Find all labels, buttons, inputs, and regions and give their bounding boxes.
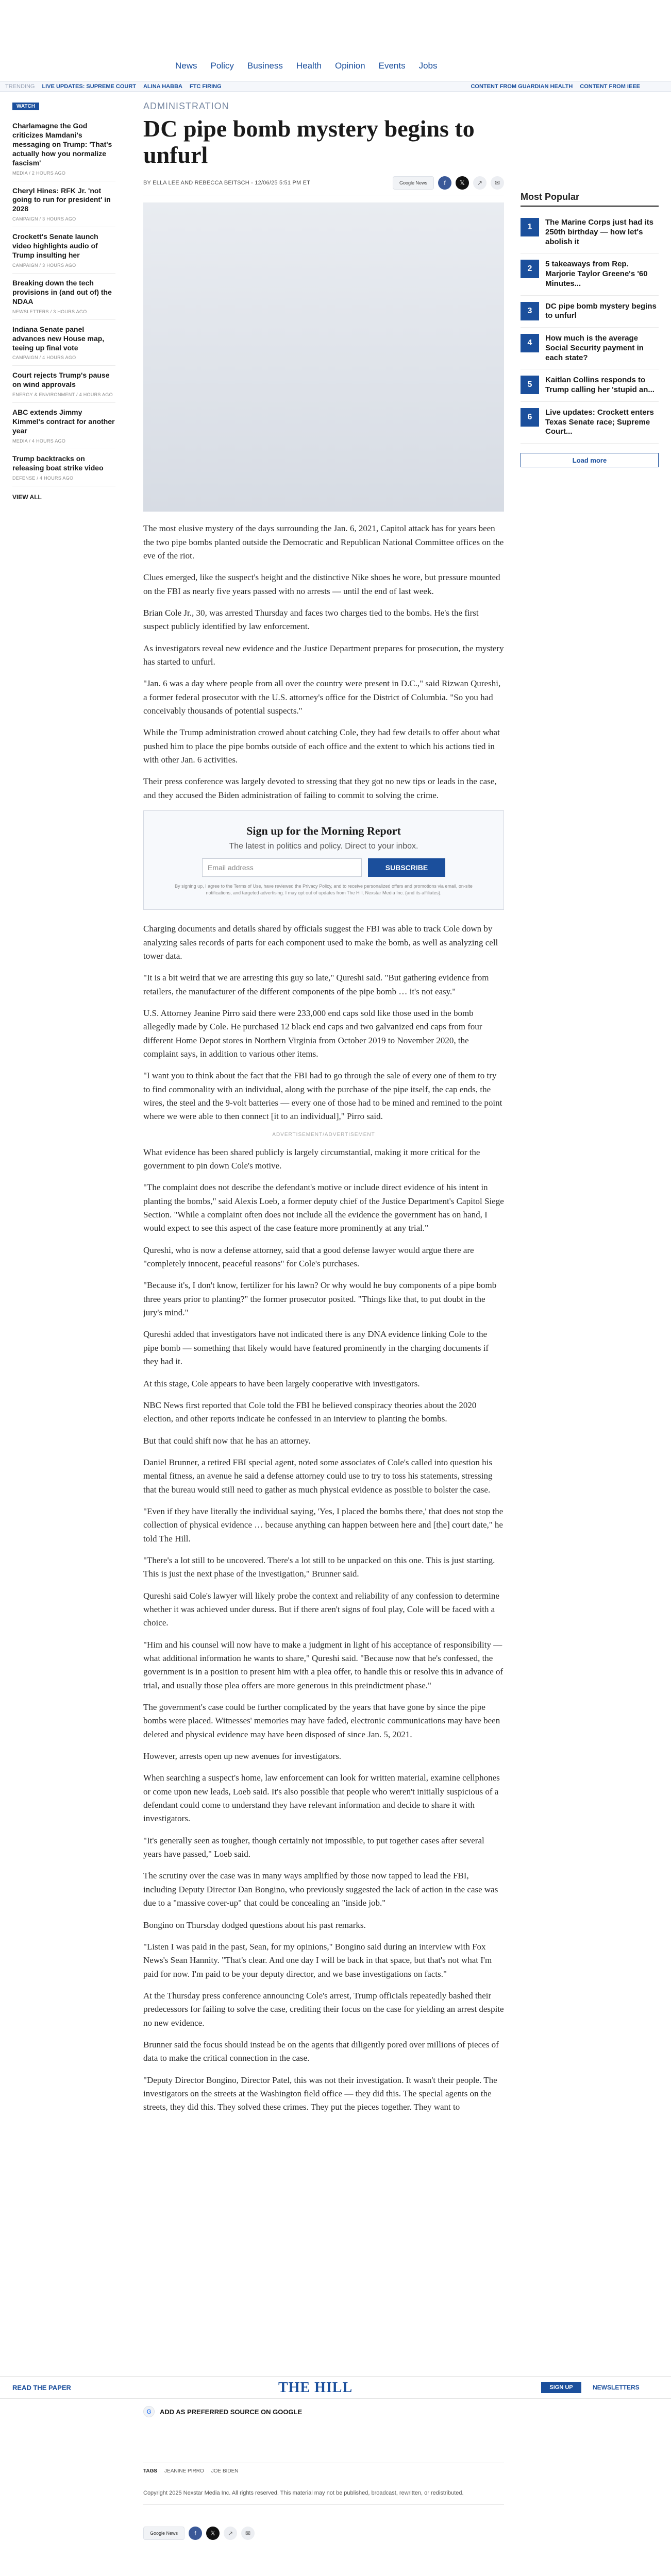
- share-link-icon[interactable]: ↗: [224, 2527, 237, 2540]
- list-item[interactable]: [12, 227, 115, 274]
- paragraph: "Him and his counsel will now have to make a judgment in light of his acceptance of responsibility — what additional information he wants to share," Qureshi said. "Because now that he's confessed, the government is in a position to present him with a plea offer, to handle this or resolve this in advance of trial, and usually those plea offers are more generous in this preindictment phase.": [143, 1639, 504, 1690]
- paragraph: NBC News first reported that Cole told the FBI he believed conspiracy theories about the 2020 election, and other reports indicate he confessed in an interview to planting the bombs.: [143, 1400, 477, 1424]
- newsletter-title: Sign up for the Morning Report: [246, 824, 401, 838]
- comment-icon[interactable]: ✉: [241, 2527, 255, 2540]
- paragraph: At this stage, Cole appears to have been largely cooperative with investigators.: [143, 1378, 420, 1388]
- right-rail: [521, 192, 659, 467]
- article-body: [143, 922, 504, 1123]
- paragraph: As investigators reveal new evidence and the Justice Department prepares for prosecution, the mystery has started to unfurl.: [143, 643, 504, 667]
- x-icon[interactable]: 𝕏: [456, 176, 469, 190]
- list-item-meta: MEDIA / 4 HOURS AGO: [12, 438, 66, 444]
- list-item[interactable]: [12, 403, 115, 449]
- nav-policy[interactable]: Policy: [210, 61, 234, 71]
- list-item[interactable]: [12, 181, 115, 228]
- paragraph: "I want you to think about the fact that the FBI had to go through the sale of every one of them to try to find commonality with an individual, along with the purchase of the pipe itself, the cap ends, the wires, the steel and the 9-volt batteries — every one of those had to be mined and remined to the point where we were able to then connect [it to an individual]," Pirro said.: [143, 1071, 502, 1122]
- sponsored-item[interactable]: CONTENT FROM IEEE: [580, 83, 640, 90]
- rank-badge: 2: [521, 260, 539, 278]
- share-buttons: [393, 176, 504, 190]
- paragraph: But that could shift now that he has an attorney.: [143, 1435, 311, 1446]
- most-popular-item[interactable]: [521, 212, 659, 253]
- section-label[interactable]: ADMINISTRATION: [143, 101, 229, 111]
- list-item-meta: CAMPAIGN / 3 HOURS AGO: [12, 216, 76, 222]
- list-item-meta: ENERGY & ENVIRONMENT / 4 HOURS AGO: [12, 392, 113, 398]
- list-item[interactable]: [12, 320, 115, 366]
- share-link-icon[interactable]: ↗: [473, 176, 487, 190]
- most-popular-title[interactable]: How much is the average Social Security payment in each state?: [545, 334, 644, 362]
- tags-label: TAGS: [143, 2468, 158, 2474]
- paragraph: Qureshi, who is now a defense attorney, said that a good defense lawyer would argue there are "completely innocent, peaceful reasons" for Cole's purchases.: [143, 1245, 474, 1269]
- google-icon: G: [143, 2406, 155, 2417]
- paragraph: "It is a bit weird that we are arresting this guy so late," Qureshi said. "But gathering evidence from retailers, the manufacturer of the different components of the pipe bomb … it's not easy.": [143, 973, 489, 996]
- paragraph: "Deputy Director Bongino, Director Patel, this was not their investigation. It wasn't their people. The investigators on the streets at the Washington field office — they did this. The special agents on the streets, they did this. They solved these crimes. They put the pieces together. They want to: [143, 2075, 497, 2112]
- paragraph: "The complaint does not describe the defendant's motive or include direct evidence of his intent in planting the bombs," said Alexis Loeb, a former deputy chief of the Justice Department's Capitol Siege Section. "While a complaint often does not include all the evidence the government has on hand, I would expect to see this aspect of the case feature more prominently at any trial.": [143, 1182, 504, 1233]
- list-item[interactable]: [12, 116, 115, 181]
- paragraph: "It's generally seen as tougher, though certainly not impossible, to put together cases after several years have passed," Loeb said.: [143, 1835, 484, 1859]
- copyright: Copyright 2025 Nexstar Media Inc. All rights reserved. This material may not be published, broadcast, rewritten, or redistributed.: [143, 2489, 504, 2505]
- most-popular-title[interactable]: 5 takeaways from Rep. Marjorie Taylor Greene's '60 Minutes...: [545, 260, 648, 288]
- most-popular-item[interactable]: [521, 253, 659, 295]
- list-item-title[interactable]: Indiana Senate panel advances new House map, teeing up final vote: [12, 325, 105, 352]
- paragraph: Their press conference was largely devoted to stressing that they got no new tips or leads in the case, and they accused the Biden administration of failing to commit to solving the crime.: [143, 776, 497, 800]
- list-item-title[interactable]: Crockett's Senate launch video highlights audio of Trump insulting her: [12, 232, 98, 260]
- byline: BY ELLA LEE AND REBECCA BEITSCH - 12/06/25 5:51 PM ET: [143, 180, 311, 187]
- paragraph: What evidence has been shared publicly is largely circumstantial, making it more critical for the government to pin down Cole's motive.: [143, 1147, 480, 1171]
- paragraph: "There's a lot still to be uncovered. There's a lot still to be unpacked on this one. This is just starting. This is just the next phase of the investigation," Brunner said.: [143, 1555, 495, 1579]
- nav-opinion[interactable]: Opinion: [335, 61, 365, 71]
- paragraph: Bongino on Thursday dodged questions about his past remarks.: [143, 1920, 366, 1930]
- sticky-bar: [0, 2376, 671, 2399]
- list-item-title[interactable]: Cheryl Hines: RFK Jr. 'not going to run for president' in 2028: [12, 186, 111, 213]
- google-news-button[interactable]: [393, 176, 434, 190]
- paragraph: Charging documents and details shared by officials suggest the FBI was able to track Cole down by analyzing sales records of parts for each component used to make the bomb, as well as analyzing cell tower data.: [143, 924, 498, 961]
- google-news-label: Google News: [399, 180, 428, 186]
- paragraph: Brian Cole Jr., 30, was arrested Thursday and faces two charges tied to the bombs. He's the first suspect publicly identified by law enforcement.: [143, 607, 479, 632]
- list-item-title[interactable]: Trump backtracks on releasing boat strike video: [12, 454, 104, 472]
- ad-label: ADVERTISEMENT/ADVERTISEMENT: [272, 1131, 375, 1138]
- paragraph: "Even if they have literally the individual saying, 'Yes, I placed the bombs there,' that does not stop the collection of physical evidence … because anything can happen between here and [the] court date," he told The Hill.: [143, 1506, 504, 1544]
- list-item-title[interactable]: Court rejects Trump's pause on wind approvals: [12, 371, 110, 389]
- hero-image: [143, 202, 504, 512]
- google-news-label: Google News: [149, 2531, 178, 2536]
- rank-badge: 3: [521, 302, 539, 320]
- subscribe-button[interactable]: SUBSCRIBE: [368, 858, 445, 877]
- paragraph: Daniel Brunner, a retired FBI special agent, noted some associates of Cole's called into question his mental fitness, an avenue he said a defense attorney could use to try to toss his statements, stressing that the bureau would still need to gather as much physical evidence as possible to bolster the case.: [143, 1457, 493, 1495]
- newsletter-subtitle: The latest in politics and policy. Direct to your inbox.: [229, 842, 418, 851]
- add-preferred-source[interactable]: [143, 2406, 302, 2417]
- the-hill-logo[interactable]: THE HILL: [278, 2380, 353, 2396]
- paragraph: U.S. Attorney Jeanine Pirro said there were 233,000 end caps sold like those used in the bomb allegedly made by Cole. He purchased 12 black end caps and two galvanized end caps from four different Home Depot stores in Northern Virginia from October 2019 to November 2020, the complaint says, in addition to various other items.: [143, 1008, 482, 1059]
- nav-jobs[interactable]: Jobs: [418, 61, 438, 71]
- list-item-meta: DEFENSE / 4 HOURS AGO: [12, 475, 74, 481]
- list-item-meta: CAMPAIGN / 3 HOURS AGO: [12, 262, 76, 268]
- nav-events[interactable]: Events: [378, 61, 406, 71]
- paragraph: Qureshi added that investigators have not indicated there is any DNA evidence linking Cole to the pipe bomb — something that likely would have featured prominently in the charging documents if they had it.: [143, 1329, 489, 1367]
- primary-nav: [175, 61, 438, 71]
- facebook-icon[interactable]: f: [438, 176, 451, 190]
- trending-item[interactable]: LIVE UPDATES: SUPREME COURT: [42, 83, 136, 90]
- newsletter-fineprint: By signing up, I agree to the Terms of Use, have reviewed the Privacy Policy, and to receive personalized offers and promotions via email, on-site notifications, and targeted advertising. I may opt out of updates from The Hill, Nexstar Media Inc. (and its affiliates).: [175, 884, 473, 895]
- paragraph: Qureshi said Cole's lawyer will likely probe the context and reliability of any confession to determine whether it was achieved under duress. But if there aren't signs of foul play, Cole will be faced with a choice.: [143, 1590, 499, 1628]
- most-popular-item[interactable]: [521, 402, 659, 444]
- paragraph: Brunner said the focus should instead be on the agents that diligently pored over millions of pieces of data to make the critical connection in the case.: [143, 2039, 499, 2063]
- list-item-meta: MEDIA / 2 HOURS AGO: [12, 170, 66, 176]
- left-rail: [12, 101, 115, 501]
- article-body: [143, 1146, 504, 2114]
- paragraph: "Because it's, I don't know, fertilizer for his lawn? Or why would he buy components of a pipe bomb three years prior to planting?" the former prosecutor posited. "Things like that, to put doubt in the jury's mind.": [143, 1280, 497, 1318]
- paragraph: However, arrests open up new avenues for investigators.: [143, 1751, 342, 1761]
- list-item-title[interactable]: Breaking down the tech provisions in (and out of) the NDAA: [12, 278, 112, 306]
- paragraph: "Jan. 6 was a day where people from all over the country were present in D.C.," said Rizwan Qureshi, a former federal prosecutor with the U.S. attorney's office for the District of Columbia. "So you had conceivably thousands of potential suspects.": [143, 679, 501, 716]
- list-item-title[interactable]: ABC extends Jimmy Kimmel's contract for another year: [12, 408, 115, 435]
- rank-badge: 5: [521, 376, 539, 394]
- list-item-title[interactable]: Charlamagne the God criticizes Mamdani's messaging on Trump: 'That's actually how you normalize fascism': [12, 122, 112, 167]
- paragraph: At the Thursday press conference announcing Cole's arrest, Trump officials repeatedly bashed their predecessors for failing to solve the case, crediting their focus on the case for yielding an arrest despite no new evidence.: [143, 1990, 504, 2028]
- paragraph: The scrutiny over the case was in many ways amplified by those now tapped to lead the FBI, including Deputy Director Dan Bongino, who previously suggested the lack of action in the case was due to a "massive cover-up" that could be concealing an "inside job.": [143, 1871, 498, 1908]
- most-popular-item[interactable]: [521, 328, 659, 369]
- facebook-icon[interactable]: f: [189, 2527, 202, 2540]
- byline-row: [143, 176, 504, 195]
- article-body: [143, 522, 504, 802]
- paragraph: While the Trump administration crowed about catching Cole, they had few details to offer about what pushed him to place the pipe bombs outside of each office and the extent to which his actions tied in with other Jan. 6 activities.: [143, 727, 500, 765]
- paragraph: The government's case could be further complicated by the years that have gone by since the pipe bombs were placed. Witnesses' memories may have faded, electronic communications may have been deleted and physical evidence may have been disposed of since Jan. 5, 2021.: [143, 1702, 500, 1739]
- most-popular-title[interactable]: DC pipe bomb mystery begins to unfurl: [545, 301, 657, 320]
- newsletters-link[interactable]: NEWSLETTERS: [593, 2384, 640, 2391]
- watch-badge: WATCH: [12, 103, 39, 110]
- sponsored-item[interactable]: CONTENT FROM GUARDIAN HEALTH: [471, 83, 573, 90]
- sign-up-button[interactable]: SIGN UP: [541, 2382, 581, 2393]
- headline: DC pipe bomb mystery begins to unfurl: [143, 115, 475, 168]
- rank-badge: 1: [521, 218, 539, 236]
- read-the-paper-link[interactable]: READ THE PAPER: [12, 2384, 71, 2392]
- trending-item[interactable]: ALINA HABBA: [143, 83, 182, 90]
- paragraph: When searching a suspect's home, law enforcement can look for written material, examine cellphones or come upon new leads, Loeb said. It's also possible that people who weren't initially suspicious of a defendant could come to understand they have relevant information and decide to share it with investigators.: [143, 1773, 500, 1824]
- comment-icon[interactable]: ✉: [491, 176, 504, 190]
- google-news-button[interactable]: [143, 2527, 184, 2540]
- most-popular-heading: Most Popular: [521, 192, 659, 207]
- rank-badge: 6: [521, 408, 539, 427]
- nav-news[interactable]: News: [175, 61, 197, 71]
- list-item-meta: CAMPAIGN / 4 HOURS AGO: [12, 355, 76, 361]
- list-item[interactable]: [12, 449, 115, 486]
- x-icon[interactable]: 𝕏: [206, 2527, 220, 2540]
- trending-bar: [0, 81, 671, 92]
- paragraph: The most elusive mystery of the days surrounding the Jan. 6, 2021, Capitol attack has for years been the two pipe bombs planted outside the Democratic and Republican National Committee offices on the eve of the riot.: [143, 523, 504, 561]
- most-popular-title[interactable]: The Marine Corps just had its 250th birthday — how let's abolish it: [545, 218, 654, 246]
- paragraph: "Listen I was paid in the past, Sean, for my opinions," Bongino said during an interview with Fox News's Sean Hannity. "That's clear. And one day I will be back in that space, but that's not what I'm paid for now. I'm paid to be your deputy director, and we base investigations on facts.": [143, 1941, 492, 1979]
- view-all-link[interactable]: VIEW ALL: [12, 493, 42, 501]
- newsletter-signup: [143, 810, 504, 910]
- tag-link[interactable]: JOE BIDEN: [211, 2468, 239, 2474]
- most-popular-title[interactable]: Live updates: Crockett enters Texas Senate race; Supreme Court...: [545, 408, 654, 436]
- paragraph: Clues emerged, like the suspect's height and the distinctive Nike shoes he wore, but pressure mounted on the FBI as nearly five years passed with no arrests — until the end of last week.: [143, 572, 500, 596]
- list-item[interactable]: [12, 274, 115, 320]
- most-popular-item[interactable]: [521, 369, 659, 402]
- share-buttons-bottom: [143, 2527, 255, 2540]
- email-field[interactable]: Email address: [202, 858, 362, 877]
- add-preferred-source-label: ADD AS PREFERRED SOURCE ON GOOGLE: [160, 2408, 303, 2416]
- list-item[interactable]: [12, 366, 115, 403]
- article: [143, 101, 504, 2123]
- most-popular-title[interactable]: Kaitlan Collins responds to Trump calling her 'stupid an...: [545, 376, 655, 394]
- nav-health[interactable]: Health: [296, 61, 322, 71]
- list-item-meta: NEWSLETTERS / 3 HOURS AGO: [12, 309, 87, 314]
- most-popular-item[interactable]: [521, 296, 659, 328]
- rank-badge: 4: [521, 334, 539, 352]
- load-more-button[interactable]: Load more: [521, 453, 659, 467]
- nav-business[interactable]: Business: [247, 61, 283, 71]
- trending-label: TRENDING: [5, 83, 35, 90]
- tags-row: [143, 2463, 504, 2474]
- trending-item[interactable]: FTC FIRING: [189, 83, 222, 90]
- tag-link[interactable]: JEANINE PIRRO: [164, 2468, 204, 2474]
- top-navigation: [0, 0, 671, 76]
